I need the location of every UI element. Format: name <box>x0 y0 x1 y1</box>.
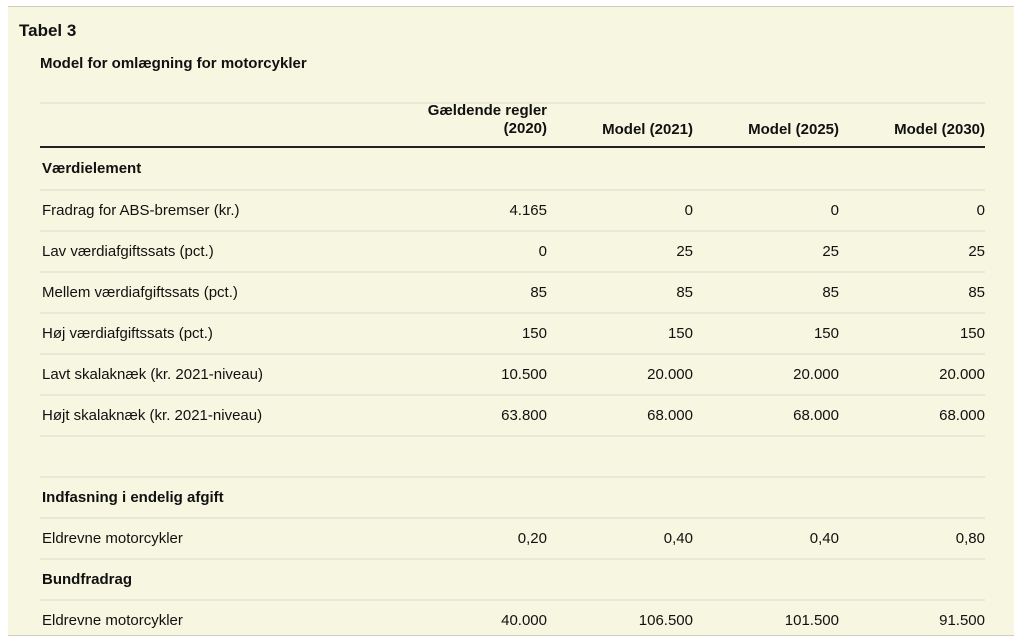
table-number: Tabel 3 <box>19 21 77 40</box>
cell: 0,40 <box>663 530 693 547</box>
cell: 85 <box>968 284 985 301</box>
table-row <box>40 394 985 435</box>
cell: 63.800 <box>501 407 547 424</box>
cell: 25 <box>968 243 985 260</box>
header-model-2021: Model (2021) <box>602 121 693 138</box>
section-label: Bundfradrag <box>42 571 132 588</box>
table-row <box>40 353 985 394</box>
cell: 68.000 <box>793 407 839 424</box>
section-bundfradrag <box>40 558 985 599</box>
cell: 101.500 <box>784 612 839 629</box>
cell: 150 <box>813 325 839 342</box>
section-vaerdielement <box>40 148 985 189</box>
cell: 40.000 <box>501 612 547 629</box>
cell: 150 <box>667 325 693 342</box>
cell: 85 <box>530 284 547 301</box>
row-label: Høj værdiafgiftssats (pct.) <box>42 325 213 342</box>
table-row <box>40 599 985 640</box>
cell: 150 <box>959 325 985 342</box>
data-table <box>40 102 985 640</box>
cell: 68.000 <box>939 407 985 424</box>
table-title: Model for omlægning for motorcykler <box>40 55 307 72</box>
table-row <box>40 230 985 271</box>
cell: 20.000 <box>647 366 693 383</box>
cell: 85 <box>822 284 839 301</box>
section-label: Indfasning i endelig afgift <box>42 489 224 506</box>
table-header-row <box>40 102 985 148</box>
section-label: Værdielement <box>42 160 142 177</box>
cell: 0,80 <box>955 530 985 547</box>
cell: 0 <box>830 202 839 219</box>
cell: 150 <box>521 325 547 342</box>
row-label: Fradrag for ABS-bremser (kr.) <box>42 202 240 219</box>
spacer-row <box>40 435 985 476</box>
row-label: Eldrevne motorcykler <box>42 530 183 547</box>
table-figure <box>8 6 1014 636</box>
header-line-1: Gældende regler <box>427 102 547 119</box>
header-gaeldende-regler <box>397 102 547 138</box>
cell: 20.000 <box>939 366 985 383</box>
cell: 0,20 <box>517 530 547 547</box>
section-indfasning <box>40 476 985 517</box>
cell: 106.500 <box>638 612 693 629</box>
cell: 85 <box>676 284 693 301</box>
header-model-2025: Model (2025) <box>748 121 839 138</box>
row-label: Mellem værdiafgiftssats (pct.) <box>42 284 238 301</box>
cell: 20.000 <box>793 366 839 383</box>
row-label: Eldrevne motorcykler <box>42 612 183 629</box>
cell: 25 <box>822 243 839 260</box>
cell: 25 <box>676 243 693 260</box>
table-row <box>40 312 985 353</box>
row-label: Højt skalaknæk (kr. 2021-niveau) <box>42 407 263 424</box>
cell: 0 <box>976 202 985 219</box>
cell: 68.000 <box>647 407 693 424</box>
table-row <box>40 271 985 312</box>
header-model-2030: Model (2030) <box>894 121 985 138</box>
cell: 0 <box>684 202 693 219</box>
table-row <box>40 517 985 558</box>
row-label: Lavt skalaknæk (kr. 2021-niveau) <box>42 366 263 383</box>
cell: 0,40 <box>809 530 839 547</box>
cell: 10.500 <box>501 366 547 383</box>
cell: 91.500 <box>939 612 985 629</box>
cell: 0 <box>538 243 547 260</box>
row-label: Lav værdiafgiftssats (pct.) <box>42 243 214 260</box>
header-line-2: (2020) <box>503 120 547 137</box>
cell: 4.165 <box>509 202 547 219</box>
table-row <box>40 189 985 230</box>
